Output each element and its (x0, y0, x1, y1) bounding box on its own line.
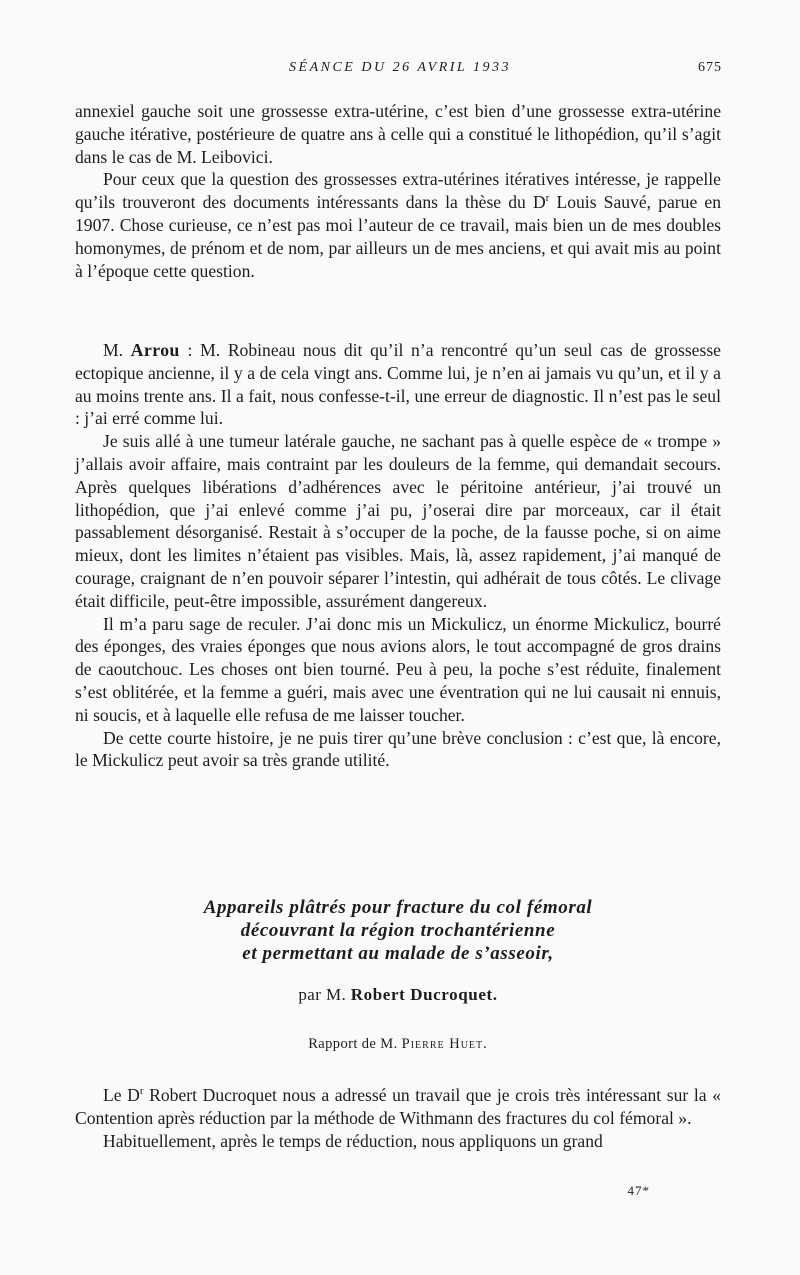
author-name: Robert Ducroquet. (350, 985, 498, 1004)
paragraph (75, 168, 721, 282)
paragraph: Habituellement, après le temps de réduction, nous appliquons un grand (103, 1130, 603, 1151)
paragraph: Il m’a paru sage de reculer. J’ai donc mis un Mickulicz, un énorme Mickulicz, bourré des éponges, des vraies éponges que nous avions alors, le tout accompagné de gros drains de caoutchouc. Les choses ont bien tourné. Peu à peu, la poche s’est réduite, finalement s’est oblitérée, et la femme a guéri, mais avec une éventration qui ne lui causait ni ennuis, ni soucis, et à laquelle elle refusa de me laisser toucher. (75, 613, 721, 725)
paragraph: De cette courte histoire, je ne puis tirer qu’une brève conclusion : c’est que, là encore, le Mickulicz peut avoir sa très grande utilité. (75, 727, 721, 771)
speaker-prefix: M. (103, 340, 131, 360)
paragraph: annexiel gauche soit une grossesse extra-utérine, c’est bien d’une grossesse extra-utérine gauche itérative, postérieure de quatre ans à celle qui a constitué le lithopédion, qu’il s’agit dans le cas de M. Leibovici. (75, 101, 721, 167)
paragraph-text: Robert Ducroquet nous a adressé un travail que je crois très intéressant sur la « Contention après réduction par la méthode de Withmann des fractures du col fémoral ». (75, 1085, 721, 1128)
report-prefix: Rapport de M. (308, 1036, 402, 1052)
author-line (75, 985, 721, 1005)
paragraph-text: Louis Sauvé, parue en 1907. Chose curieuse, ce n’est pas moi l’auteur de ce travail, mais bien un de mes doubles homonymes, de prénom et de nom, par ailleurs un de mes anciens, et qui avait mis au point à l’époque cette question. (75, 192, 721, 281)
paragraph-text: Le D (103, 1085, 140, 1105)
title-line: découvrant la région trochantérienne (240, 920, 556, 941)
page-header (0, 60, 800, 84)
superscript: r (139, 1085, 144, 1098)
title-line: Appareils plâtrés pour fracture du col fémoral (203, 897, 593, 918)
discussion-leibovici (75, 100, 721, 282)
discussion-arrou (75, 339, 721, 772)
title-line: et permettant au malade de s’asseoir, (242, 943, 554, 964)
superscript: r (545, 192, 550, 205)
speaker-name: Arrou (130, 340, 180, 360)
paragraph (75, 1084, 721, 1130)
report-line (75, 1036, 721, 1053)
paragraph-text: Pour ceux que la question des grossesses extra-utérines itératives intéresse, je rappelle qu’ils trouveront des documents intéressants dans la thèse du D (75, 169, 721, 213)
paragraph: Je suis allé à une tumeur latérale gauche, ne sachant pas à quelle espèce de « trompe » j’allais avoir affaire, mais contraint par les douleurs de la femme, qui demandait secours. Après quelques libérations d’adhérences avec le péritoine antérieur, j’ai trouvé un lithopédion, que j’ai enlevé comme j’ai pu, j’oserai dire par morceaux, car il était passablement désorganisé. Restait à s’occuper de la poche, de la fausse poche, si on aime mieux, dont les limites n’étaient pas visibles. Mais, là, assez rapidement, j’ai manqué de courage, craignant de n’en pouvoir séparer l’intestin, qui adhérait de tous côtés. Le clivage était difficile, peut-être impossible, assurément dangereux. (75, 431, 721, 611)
paragraph-text: : M. Robineau nous dit qu’il n’a rencontré qu’un seul cas de grossesse ectopique ancienne, il y a de cela vingt ans. Comme lui, je n’en ai jamais vu qu’un, et il y a au moins trente ans. Il a fait, nous confesse-t-il, une erreur de diagnostic. Il n’est pas le seul : j’ai erré comme lui. (75, 340, 721, 429)
report-body (75, 1084, 721, 1152)
article-title (75, 896, 721, 965)
page-number: 675 (698, 60, 722, 75)
author-prefix: par M. (298, 985, 351, 1004)
paragraph (75, 339, 721, 430)
signature-mark: 47* (627, 1183, 650, 1198)
reporter-name: Pierre Huet. (401, 1036, 488, 1052)
running-title: SÉANCE DU 26 AVRIL 1933 (289, 60, 511, 75)
